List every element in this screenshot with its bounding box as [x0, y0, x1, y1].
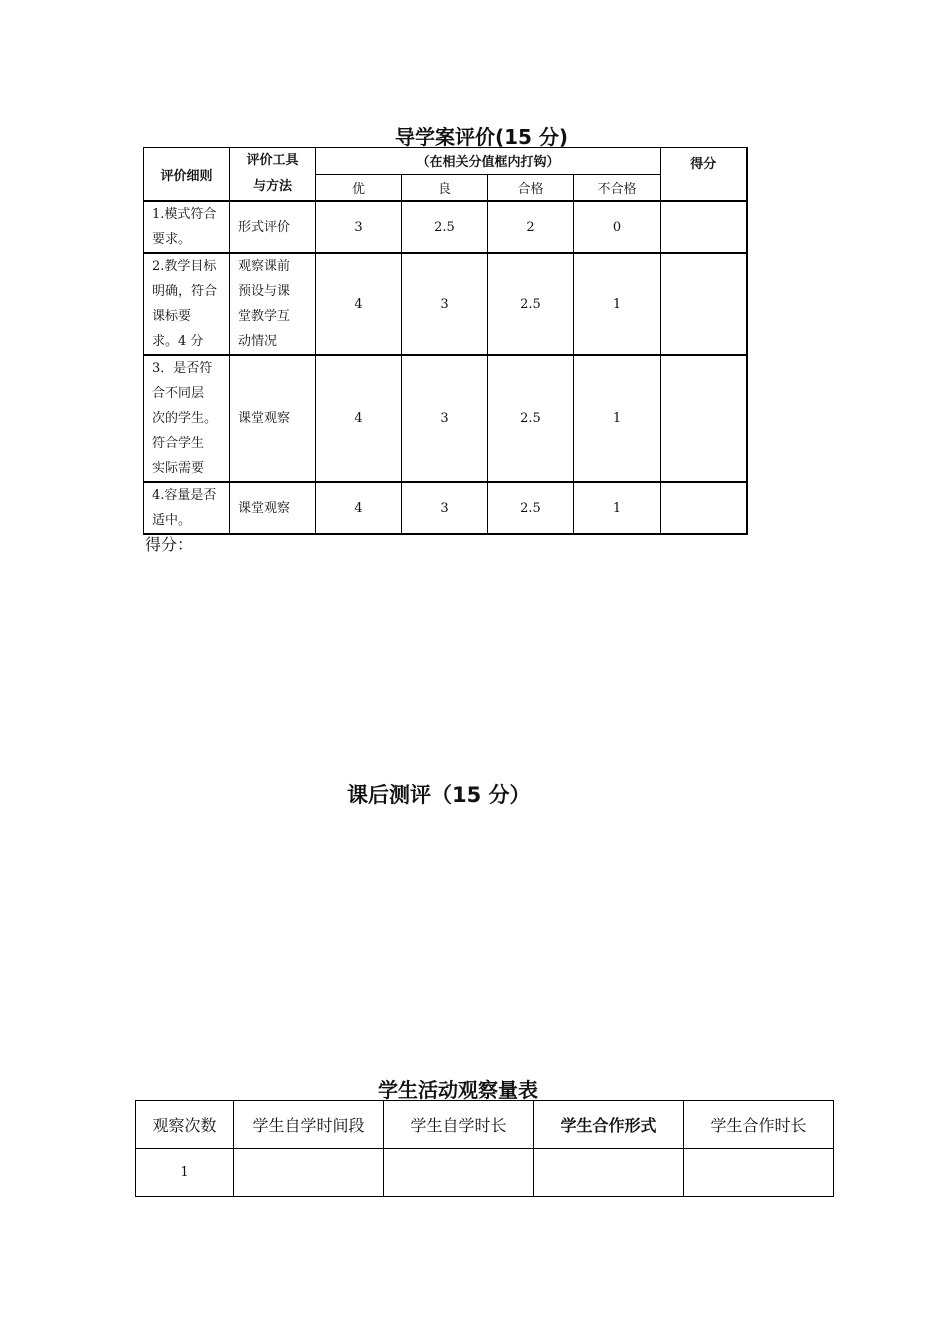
criteria-cell	[144, 201, 230, 253]
score-value: 3	[402, 355, 488, 482]
tool-cell	[230, 482, 316, 534]
score-value: 1	[574, 482, 661, 534]
activity-cell[interactable]	[234, 1149, 384, 1197]
criteria-cell	[144, 355, 230, 482]
activity-header: 学生自学时间段	[234, 1101, 384, 1149]
score-value: 0	[574, 201, 661, 253]
header-tool-line: 与方法	[252, 179, 292, 194]
criteria-cell	[144, 482, 230, 534]
criteria-line: 2.教学目标	[152, 259, 217, 274]
score-value: 4	[316, 253, 402, 355]
header-tool	[230, 148, 316, 202]
tool-line: 观察课前	[238, 259, 291, 274]
header-level: 不合格	[574, 174, 661, 201]
student-activity-table	[135, 1100, 834, 1197]
activity-header: 学生自学时长	[384, 1101, 534, 1149]
tool-line: 形式评价	[238, 219, 291, 235]
score-value: 4	[316, 355, 402, 482]
tool-cell	[230, 355, 316, 482]
criteria-line: 1.模式符合	[152, 207, 217, 222]
evaluation-table	[143, 147, 748, 535]
score-value: 2	[488, 201, 574, 253]
header-criteria: 评价细则	[144, 148, 230, 202]
activity-cell[interactable]	[384, 1149, 534, 1197]
tool-line: 课堂观察	[238, 411, 291, 426]
activity-header: 学生合作时长	[684, 1101, 834, 1149]
activity-cell[interactable]	[534, 1149, 684, 1197]
criteria-line: 求。4 分	[152, 334, 204, 349]
criteria-line: 课标要	[152, 309, 192, 324]
criteria-cell	[144, 253, 230, 355]
score-value: 2.5	[402, 201, 488, 253]
tool-cell	[230, 253, 316, 355]
header-scores-note: （在相关分值框内打钩）	[316, 148, 661, 175]
criteria-line: 次的学生。	[152, 411, 218, 426]
criteria-line: 合不同层	[152, 386, 205, 401]
tool-line: 堂教学互	[238, 309, 291, 324]
activity-cell: 1	[136, 1149, 234, 1197]
header-level: 优	[316, 174, 402, 201]
score-value: 1	[574, 253, 661, 355]
activity-header: 观察次数	[136, 1101, 234, 1149]
student-activity-title: 学生活动观察量表	[378, 1078, 538, 1102]
post-class-test-title: 课后测评（15 分）	[347, 783, 531, 807]
score-input-cell[interactable]	[661, 201, 747, 253]
criteria-line: 符合学生	[152, 436, 205, 451]
score-value: 2.5	[488, 253, 574, 355]
score-value: 4	[316, 482, 402, 534]
criteria-line: 适中。	[152, 513, 192, 528]
criteria-line: 要求。	[152, 232, 192, 247]
header-level: 良	[402, 174, 488, 201]
criteria-line: 明确，符合	[152, 284, 218, 299]
header-level: 合格	[488, 174, 574, 201]
header-tool-line: 评价工具	[246, 153, 299, 168]
criteria-line: 3．是否符	[152, 361, 213, 376]
tool-line: 课堂观察	[238, 500, 291, 516]
score-value: 2.5	[488, 482, 574, 534]
header-score: 得分	[661, 148, 747, 202]
score-value: 3	[316, 201, 402, 253]
score-value: 2.5	[488, 355, 574, 482]
criteria-line: 4.容量是否	[152, 488, 217, 503]
score-value: 3	[402, 253, 488, 355]
activity-header: 学生合作形式	[534, 1101, 684, 1149]
score-value: 1	[574, 355, 661, 482]
tool-cell	[230, 201, 316, 253]
score-input-cell[interactable]	[661, 482, 747, 534]
tool-line: 动情况	[238, 334, 278, 349]
evaluation-title: 导学案评价(15 分)	[395, 125, 569, 149]
score-input-cell[interactable]	[661, 253, 747, 355]
score-value: 3	[402, 482, 488, 534]
tool-line: 预设与课	[238, 284, 291, 299]
total-score-label: 得分：	[145, 535, 194, 554]
criteria-line: 实际需要	[152, 461, 205, 476]
score-input-cell[interactable]	[661, 355, 747, 482]
activity-cell[interactable]	[684, 1149, 834, 1197]
